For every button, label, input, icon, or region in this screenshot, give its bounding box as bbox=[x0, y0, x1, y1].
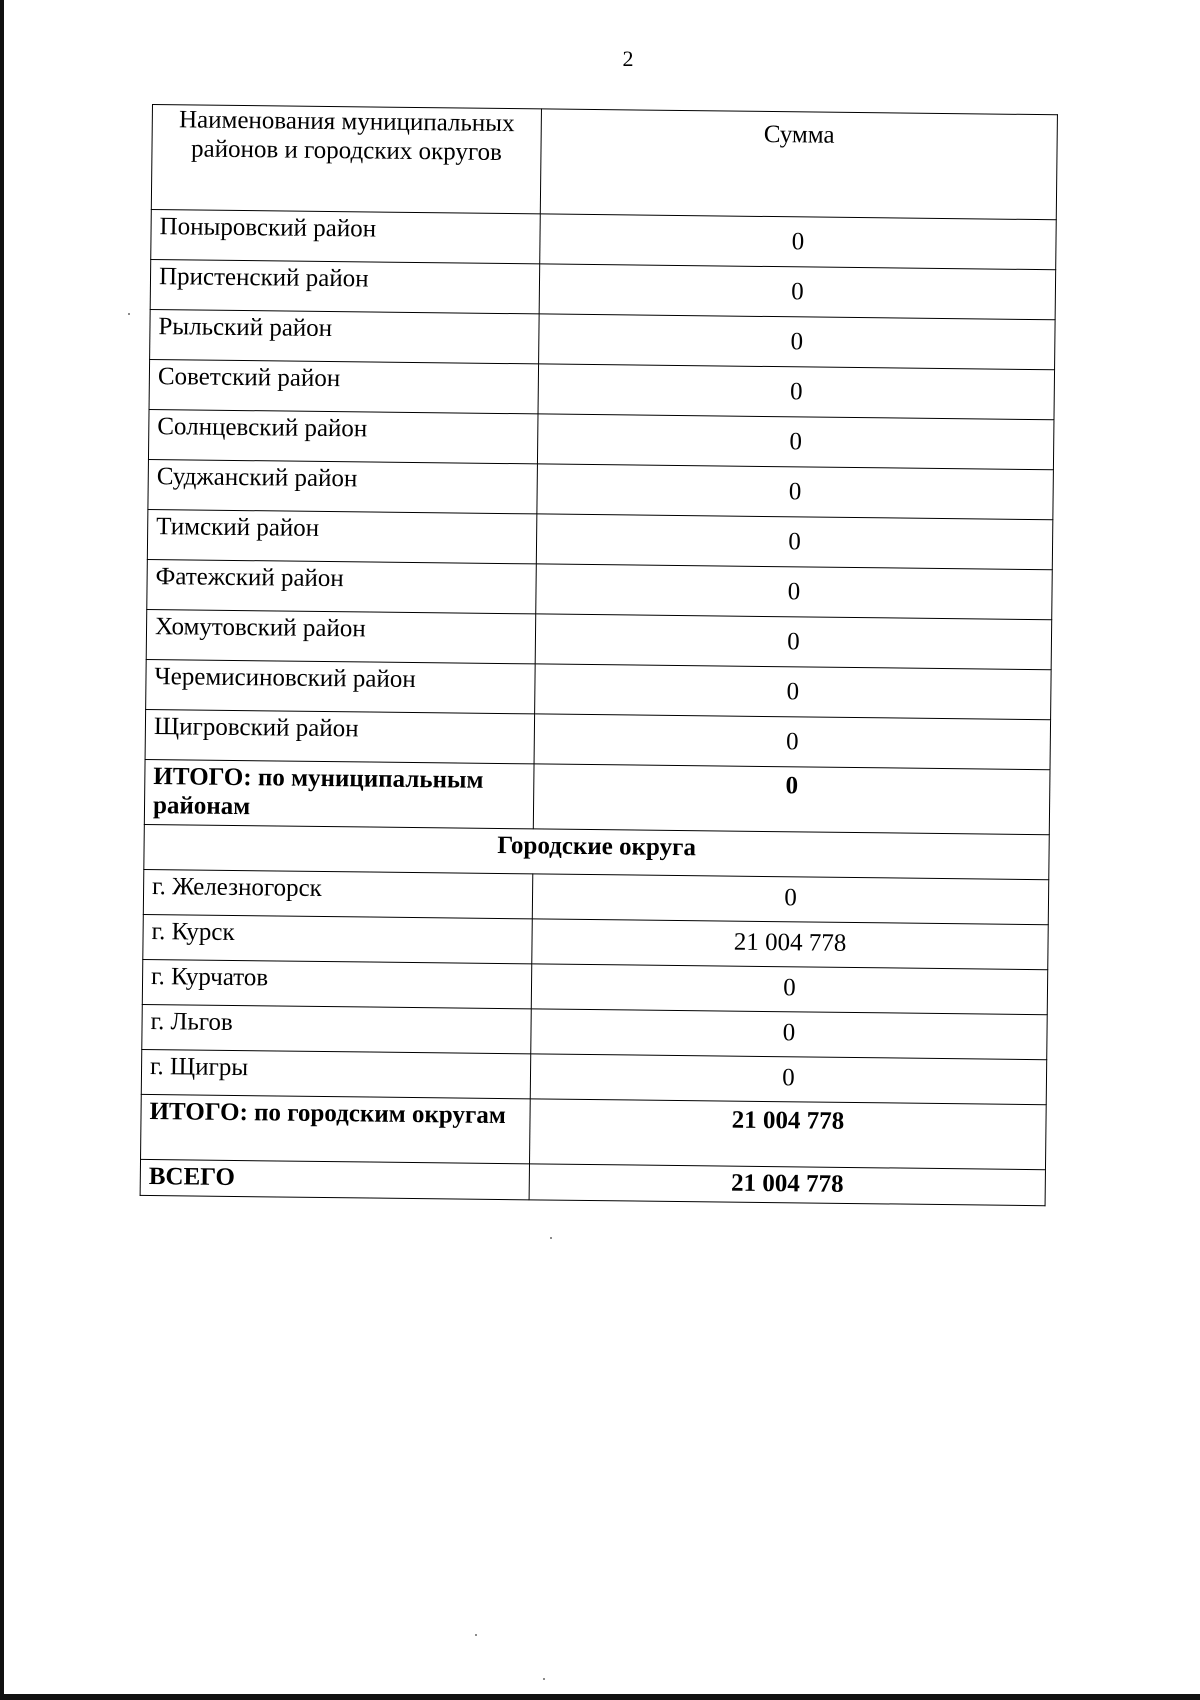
district-row-sum: 0 bbox=[536, 564, 1053, 620]
district-row-sum: 0 bbox=[534, 714, 1051, 770]
city-row-sum: 0 bbox=[531, 964, 1047, 1015]
header-name-cell: Наименования муниципальных районов и городских округов bbox=[151, 105, 541, 214]
city-row-name: г. Железногорск bbox=[143, 869, 532, 918]
table-header-row bbox=[151, 105, 1057, 220]
district-row-name: Поныровский район bbox=[151, 209, 541, 263]
allocation-table bbox=[140, 104, 1058, 1206]
page-number: 2 bbox=[622, 46, 634, 71]
city-row-sum: 0 bbox=[531, 1009, 1047, 1060]
districts-total-row bbox=[144, 759, 1050, 834]
district-row-sum: 0 bbox=[537, 414, 1054, 470]
district-row-name: Щигровский район bbox=[145, 709, 535, 763]
district-row-name: Черемисиновский район bbox=[146, 659, 536, 713]
district-row-name: Фатежский район bbox=[147, 559, 537, 613]
scan-speck bbox=[475, 1634, 477, 1636]
grand-total-label: ВСЕГО bbox=[140, 1159, 529, 1199]
district-row-name: Рыльский район bbox=[150, 309, 540, 363]
district-row-name: Тимский район bbox=[147, 509, 537, 563]
cities-section-title: Городские округа bbox=[144, 824, 1049, 879]
scan-border-bottom bbox=[0, 1694, 1200, 1700]
header-sum-cell: Сумма bbox=[540, 109, 1057, 220]
cities-total-sum: 21 004 778 bbox=[530, 1099, 1047, 1170]
grand-total-sum: 21 004 778 bbox=[529, 1164, 1045, 1206]
cities-total-label: ИТОГО: по городским округам bbox=[141, 1094, 531, 1163]
district-row-name: Советский район bbox=[149, 359, 539, 413]
city-row-sum: 0 bbox=[530, 1054, 1046, 1105]
city-row-name: г. Щигры bbox=[141, 1049, 530, 1098]
district-row-sum: 0 bbox=[538, 364, 1055, 420]
district-row-sum: 0 bbox=[539, 314, 1056, 370]
scan-border-left bbox=[0, 0, 4, 1700]
district-row-name: Хомутовский район bbox=[146, 609, 536, 663]
districts-total-label: ИТОГО: по муниципальным районам bbox=[144, 759, 534, 828]
scan-speck bbox=[550, 1237, 552, 1239]
districts-total-sum: 0 bbox=[533, 764, 1050, 835]
district-row-sum: 0 bbox=[537, 464, 1054, 520]
scan-speck bbox=[128, 313, 130, 315]
district-row-sum: 0 bbox=[539, 264, 1056, 320]
district-row-name: Пристенский район bbox=[150, 259, 540, 313]
district-row-sum: 0 bbox=[535, 664, 1052, 720]
district-row-name: Суджанский район bbox=[148, 459, 538, 513]
district-row-name: Солнцевский район bbox=[148, 409, 538, 463]
district-row-sum: 0 bbox=[540, 214, 1057, 270]
city-row-sum: 21 004 778 bbox=[532, 919, 1048, 970]
city-row-sum: 0 bbox=[532, 874, 1048, 925]
cities-total-row bbox=[141, 1094, 1047, 1169]
city-row-name: г. Льгов bbox=[142, 1004, 531, 1053]
city-row-name: г. Курск bbox=[143, 914, 532, 963]
scan-speck bbox=[543, 1678, 545, 1680]
district-row-sum: 0 bbox=[535, 614, 1052, 670]
district-row-sum: 0 bbox=[536, 514, 1053, 570]
city-row-name: г. Курчатов bbox=[142, 959, 531, 1008]
